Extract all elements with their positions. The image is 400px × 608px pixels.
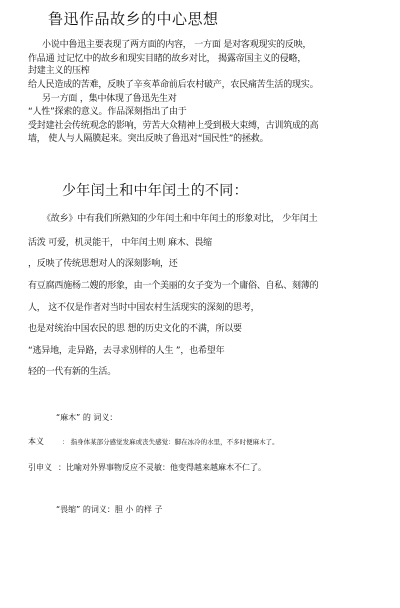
section1-line-7: 受封建社会传统观念的影响，劳苦大众精神上受到极大束缚，古训筑成的高 [28,121,319,131]
section1-line-3: 封建主义的压榨 [28,66,90,76]
section1-line-6: “人性”探索的意义。作品深刻指出了由于 [28,107,187,117]
section2-line-2: 活泼 可爱，机灵能干， 中年闰土则 麻木、畏缩 [28,238,212,248]
vocab-heading-weisuo: “畏缩” 的词义：胆 小 的样 子 [56,505,163,514]
section2-line-4: 有豆腐西施杨二嫂的形象，由一个美丽的女子变为一个庸俗、自私、刻薄的 [28,281,319,291]
section2-line-3: ，反映了传统思想对人的深刻影响，还 [28,259,178,269]
section1-line-2: 作品通 过记忆中的故乡和现实目睹的故乡对比， 揭露帝国主义的侵略， [28,54,307,64]
section2-line-8: 轻的一代有新的生活。 [28,367,117,377]
section2-line-7: “逃异地，走异路，去寻求别样的人生 ”，也希望年 [28,346,225,356]
section2-line-6: 也是对统治中国农民的思 想的历史文化的不满，所以要 [28,324,242,334]
section2-title: 少年闰土和中年闰土的不同： [62,183,248,199]
section1-line-5: 另一方面 ，集中体现了鲁迅先生对 [42,94,177,104]
section2-line-5: 人， 这不仅是作者对当时中国农村生活现实的深刻的思考， [28,303,260,313]
benyi-label: 本义 [28,437,44,446]
section2-line-1: 《故乡》中有我们所熟知的少年闰土和中年闰土的形象对比， 少年闰土 [42,214,318,224]
section1-title: 鲁迅作品故乡的中心思想 [48,10,219,28]
section1-line-8: 墙， 使人与人隔膜起来。突出反映了鲁迅对“国民性”的拯救。 [28,134,269,144]
yinshenyi-definition: ：比喻对外界事物反应不灵敏：他变得越来越麻木不仁了。 [58,463,266,472]
section1-line-4: 给人民造成的苦难，反映了辛亥革命前后农村破产，农民痛苦生活的现实。 [28,80,319,90]
vocab-heading-mamu: “麻木” 的 词义： [56,413,118,422]
section1-line-1: 小说中鲁迅主要表现了两方面的内容， 一方面 是对客观现实的反映， [42,40,312,50]
benyi-definition: ： 指身体某部分感觉发麻或丧失感觉：脚在冰冷的水里，不多时便麻木了。 [62,438,279,446]
yinshenyi-label: 引申义 [28,463,52,472]
